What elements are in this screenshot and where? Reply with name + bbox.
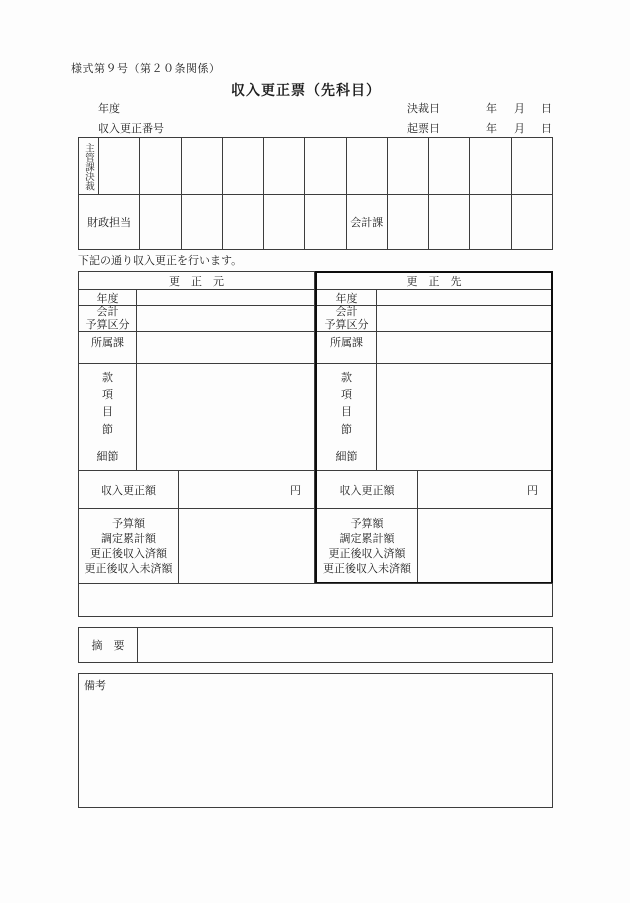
saisetsu-label: 細節 (335, 449, 358, 463)
issue-month-unit: 月 (514, 122, 525, 135)
budget-amount-label: 予算額 (112, 517, 145, 530)
account-value-cell (137, 306, 314, 331)
moku-label: 目 (102, 405, 113, 419)
approval-month-unit: 月 (514, 102, 525, 115)
year-value-cell (377, 290, 551, 305)
post-correction-received-label: 更正後収入済額 (328, 546, 406, 560)
account-items-value-cell (377, 364, 551, 470)
stamp-cell (181, 138, 222, 194)
stamp-cell (222, 194, 263, 249)
year-label: 年度 (79, 290, 137, 305)
accounting-section-label: 会計課 (346, 194, 387, 249)
budget-summary-labels (317, 509, 418, 582)
stamp-cell (469, 138, 510, 194)
account-label: 会計 (96, 305, 119, 318)
saisetsu-label: 細節 (96, 449, 119, 463)
stamp-cell (222, 138, 263, 194)
remarks-box (78, 673, 553, 808)
stamp-cell (387, 138, 428, 194)
stamp-cell (98, 138, 139, 194)
yen-label: 円 (290, 483, 301, 497)
stamp-cell (469, 194, 510, 249)
department-value-cell (377, 332, 551, 363)
yen-label: 円 (527, 483, 538, 497)
source-panel (78, 271, 315, 584)
stamp-cell (181, 194, 222, 249)
finance-staff-label: 財政担当 (79, 194, 139, 249)
summary-box (78, 627, 553, 663)
year-value-cell (137, 290, 314, 305)
declaration-text: 下記の通り収入更正を行います。 (78, 254, 243, 267)
year-label: 年度 (317, 290, 377, 305)
kan-label: 款 (341, 371, 352, 384)
budget-amount-label: 予算額 (350, 516, 384, 530)
department-label: 所属課 (317, 332, 377, 363)
budget-category-label: 予算区分 (85, 317, 130, 331)
approval-year-unit: 年 (486, 102, 497, 115)
issue-day-unit: 日 (541, 122, 552, 135)
correction-amount-label: 収入更正額 (317, 471, 418, 508)
source-header: 更 正 元 (79, 272, 314, 290)
kou-label: 項 (341, 388, 352, 402)
supervisor-approval-label: 主管課決裁 (83, 143, 94, 191)
correction-amount-label: 収入更正額 (79, 471, 179, 508)
stamp-cell (511, 194, 552, 249)
account-budget-label (79, 306, 137, 331)
account-items-value-cell (137, 364, 314, 470)
stamp-table (78, 137, 553, 250)
stamp-cell (263, 194, 304, 249)
kou-label: 項 (102, 388, 113, 402)
remarks-label: 備考 (84, 679, 106, 692)
moku-label: 目 (341, 405, 352, 419)
stamp-cell (304, 194, 345, 249)
page-title: 収入更正票（先科目） (231, 83, 381, 99)
stamp-cell (511, 138, 552, 194)
destination-panel (315, 271, 553, 584)
correction-table (78, 271, 553, 618)
account-value-cell (377, 306, 551, 331)
kan-label: 款 (102, 371, 113, 384)
stamp-cell (263, 138, 304, 194)
stamp-cell (304, 138, 345, 194)
issue-date-label: 起票日 (407, 122, 440, 135)
post-correction-unreceived-label: 更正後収入未済額 (323, 561, 411, 575)
summary-label: 摘 要 (79, 628, 138, 662)
destination-header: 更 正 先 (317, 273, 551, 290)
levy-total-label: 調定累計額 (101, 532, 156, 545)
post-correction-unreceived-label: 更正後収入未済額 (84, 562, 173, 575)
fiscal-year-label: 年度 (98, 102, 120, 115)
approval-date-label: 決裁日 (407, 102, 440, 115)
issue-year-unit: 年 (486, 122, 497, 135)
budget-summary-labels (79, 509, 179, 583)
stamp-cell (428, 138, 469, 194)
account-label: 会計 (335, 305, 358, 318)
setsu-label: 節 (341, 422, 352, 436)
budget-summary-value-cell (179, 509, 314, 583)
spare-row (78, 583, 553, 617)
budget-summary-value-cell (418, 509, 551, 582)
account-budget-label (317, 306, 377, 331)
account-items-label (317, 364, 377, 470)
stamp-cell (428, 194, 469, 249)
stamp-cell (387, 194, 428, 249)
approval-day-unit: 日 (541, 102, 552, 115)
levy-total-label: 調定累計額 (339, 531, 395, 545)
budget-category-label: 予算区分 (324, 317, 369, 331)
account-items-label (79, 364, 137, 470)
stamp-cell (139, 138, 180, 194)
department-label: 所属課 (79, 332, 137, 363)
summary-value-cell (138, 628, 552, 662)
stamp-cell (346, 138, 387, 194)
setsu-label: 節 (102, 422, 113, 436)
form-number: 様式第９号（第２０条関係） (71, 62, 221, 75)
post-correction-received-label: 更正後収入済額 (90, 547, 167, 560)
correction-number-label: 収入更正番号 (98, 122, 164, 135)
stamp-cell (139, 194, 180, 249)
department-value-cell (137, 332, 314, 363)
